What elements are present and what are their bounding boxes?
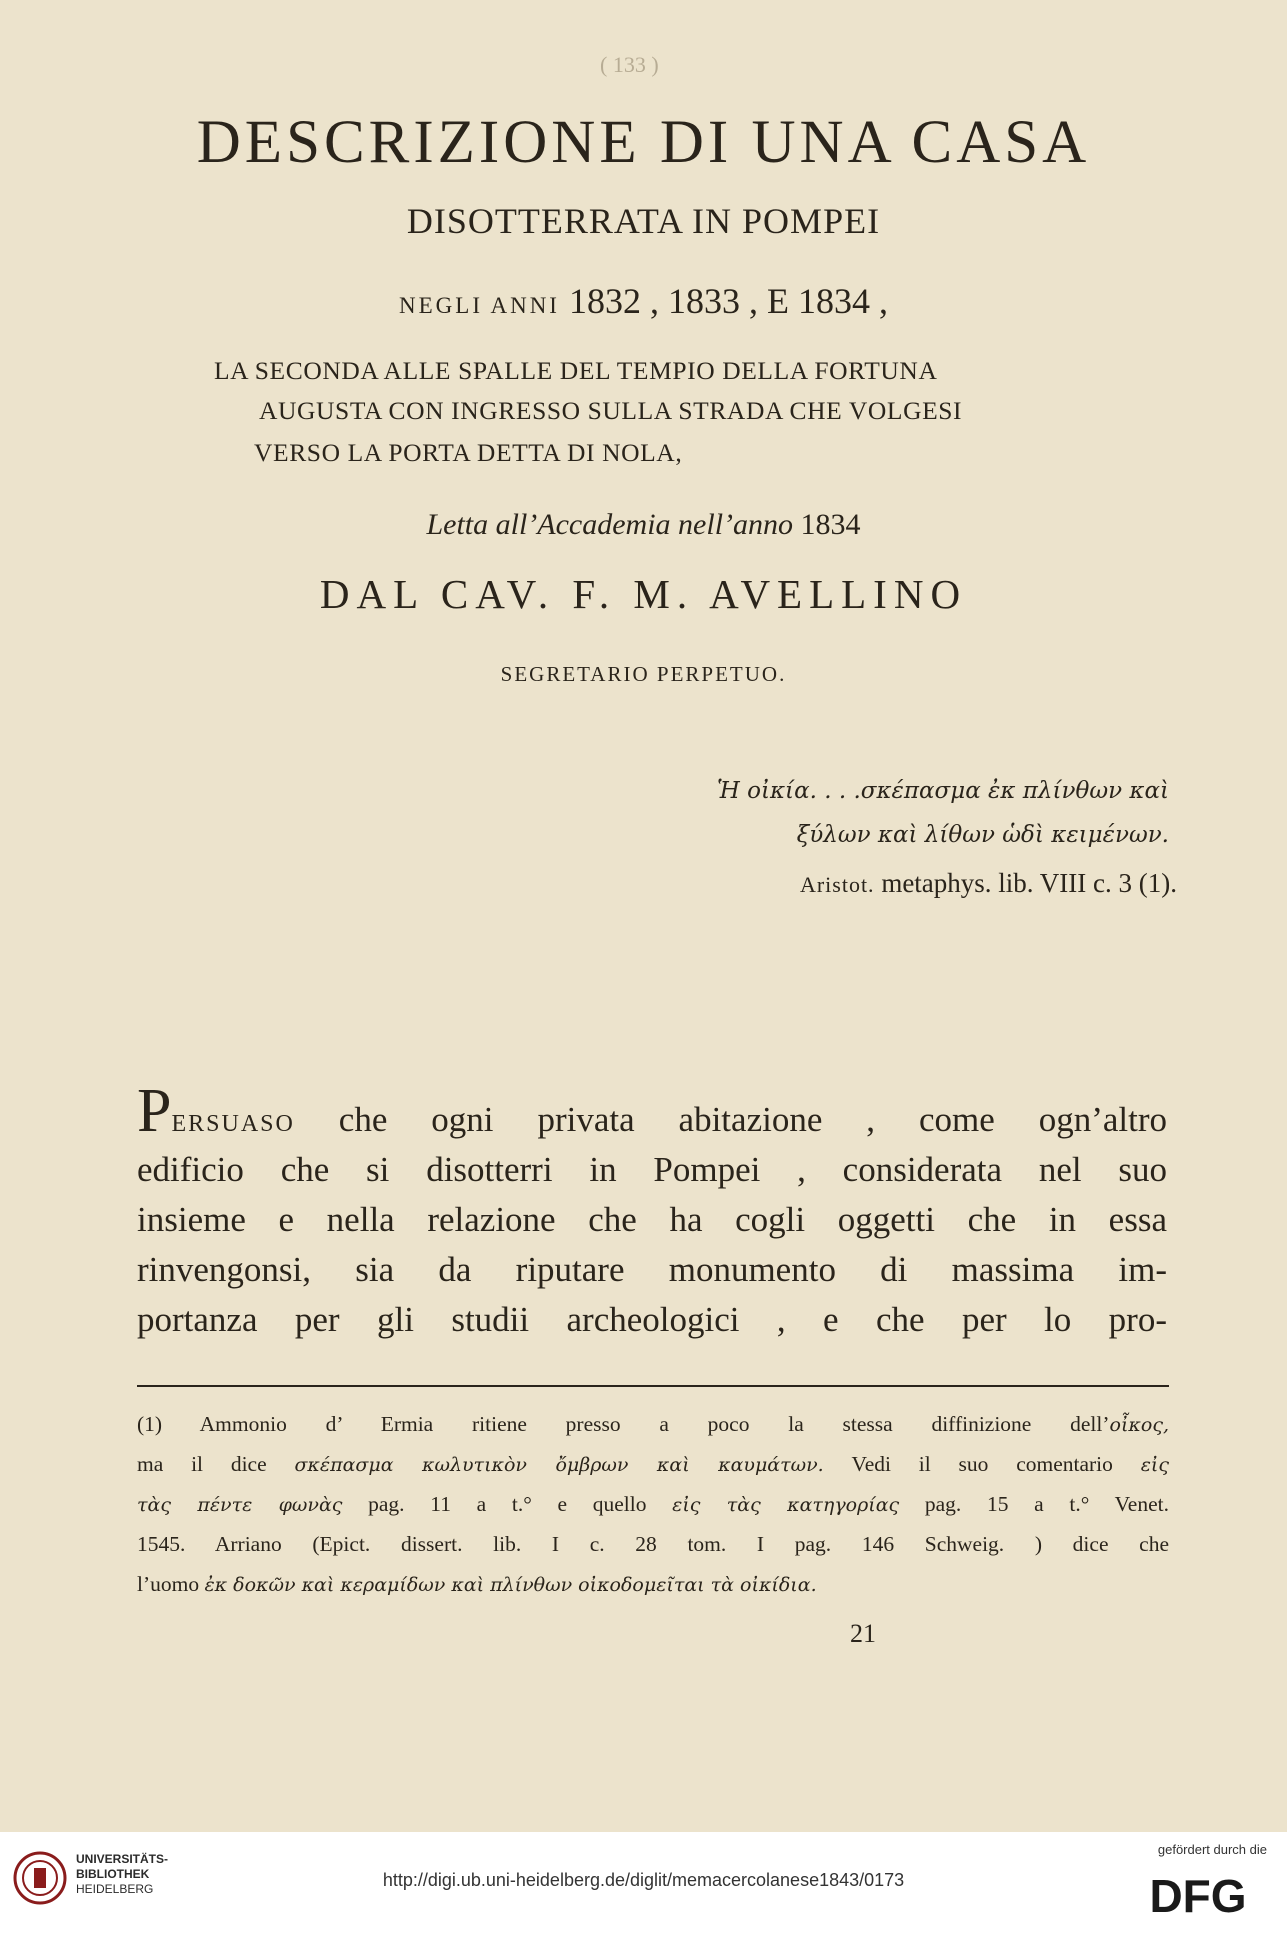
footnote-line-4: 1545. Arriano (Epict. dissert. lib. I c. 28 tom. I pag. 146 Schweig. ) dice che bbox=[137, 1532, 1169, 1556]
library-name-line-1: UNIVERSITÄTS- bbox=[76, 1852, 169, 1866]
fn-text: ma il dice bbox=[137, 1452, 267, 1476]
footnote-line-3 bbox=[137, 1492, 1169, 1517]
epigraph-source-author: Aristot. bbox=[799, 872, 875, 897]
fn-text: pag. 11 a t.° e quello bbox=[368, 1492, 647, 1516]
years-prefix: NEGLI ANNI bbox=[399, 293, 560, 318]
fn-greek: εἰς bbox=[1140, 1454, 1170, 1476]
footnote-line-2 bbox=[137, 1452, 1169, 1477]
description-line-2: AUGUSTA CON INGRESSO SULLA STRADA CHE VOLGESI bbox=[259, 396, 963, 425]
body-line-5: portanza per gli studii archeologici , e che per lo pro- bbox=[137, 1300, 1167, 1339]
sponsor-label: gefördert durch die bbox=[1157, 1842, 1267, 1857]
footnote-rule bbox=[137, 1385, 1169, 1387]
show-through-text: ( 133 ) bbox=[600, 52, 659, 77]
title-main: DESCRIZIONE DI UNA CASA bbox=[196, 109, 1091, 176]
epigraph-line-2: ξύλων καὶ λίθων ὡδὶ κειμένων. bbox=[796, 822, 1169, 848]
author-line: DAL CAV. F. M. AVELLINO bbox=[319, 571, 968, 617]
description-line-1: LA SECONDA ALLE SPALLE DEL TEMPIO DELLA FORTUNA bbox=[214, 356, 938, 385]
fn-greek: σκέπασμα κωλυτικὸν ὄμβρων καὶ καυμάτων. bbox=[294, 1454, 824, 1476]
body-line-4: rinvengonsi, sia da riputare monumento di massima im- bbox=[137, 1250, 1167, 1289]
read-line-year: 1834 bbox=[800, 508, 861, 541]
page-number: 21 bbox=[850, 1619, 876, 1648]
title-sub: DISOTTERRATA IN POMPEI bbox=[406, 201, 881, 241]
fn-text: (1) Ammonio d’ Ermia ritiene presso a poco la stessa diffinizione dell’ bbox=[137, 1412, 1110, 1436]
epigraph-line-1: Ἡ οἰκία. . . .σκέπασμα ἐκ πλίνθων καὶ bbox=[716, 778, 1169, 804]
footnote-line-5 bbox=[137, 1572, 1169, 1597]
dfg-logo-text: DFG bbox=[1149, 1870, 1247, 1920]
epigraph-source-ref: metaphys. lib. VIII c. 3 (1). bbox=[881, 868, 1177, 898]
library-name-line-3: HEIDELBERG bbox=[76, 1882, 154, 1896]
body-line-3: insieme e nella relazione che ha cogli oggetti che in essa bbox=[137, 1200, 1167, 1239]
author-role: SEGRETARIO PERPETUO. bbox=[500, 662, 787, 686]
fn-greek: τὰς πέντε φωνὰς bbox=[137, 1494, 343, 1516]
fn-text: l’uomo bbox=[137, 1572, 200, 1596]
read-line-italic: Letta all’Accademia nell’anno bbox=[426, 508, 794, 541]
permalink-url[interactable]: http://digi.ub.uni-heidelberg.de/diglit/memacercolanese1843/0173 bbox=[382, 1870, 905, 1890]
fn-text: pag. 15 a t.° Venet. bbox=[924, 1492, 1169, 1516]
years-values: 1832 , 1833 , E 1834 , bbox=[568, 281, 888, 321]
viewer-footer bbox=[0, 1832, 1287, 1934]
library-name-line-2: BIBLIOTHEK bbox=[76, 1867, 150, 1881]
read-at-academy bbox=[0, 508, 1287, 542]
title-years bbox=[0, 280, 1287, 322]
description-line-3: VERSO LA PORTA DETTA DI NOLA, bbox=[254, 438, 683, 467]
fn-greek: ἐκ δοκῶν καὶ κεραμίδων καὶ πλίνθων οἰκοδομεῖται τὰ οἰκίδια. bbox=[204, 1574, 817, 1596]
dfg-logo-icon bbox=[1133, 1868, 1263, 1920]
body-line-2: edificio che si disotterri in Pompei , considerata nel suo bbox=[137, 1150, 1167, 1189]
fn-text: Vedi il suo comentario bbox=[851, 1452, 1113, 1476]
epigraph-source bbox=[800, 868, 1177, 899]
drop-cap: P bbox=[137, 1077, 172, 1145]
body-line-1-rest: che ogni privata abitazione , come ogn’altro bbox=[338, 1100, 1167, 1139]
fn-greek: οἶκος, bbox=[1109, 1414, 1169, 1436]
fn-greek: εἰς τὰς κατηγορίας bbox=[672, 1494, 900, 1516]
footnote-line-1 bbox=[137, 1412, 1169, 1437]
first-word-rest: ERSUASO bbox=[171, 1111, 295, 1137]
body-line-1 bbox=[137, 1077, 1167, 1145]
